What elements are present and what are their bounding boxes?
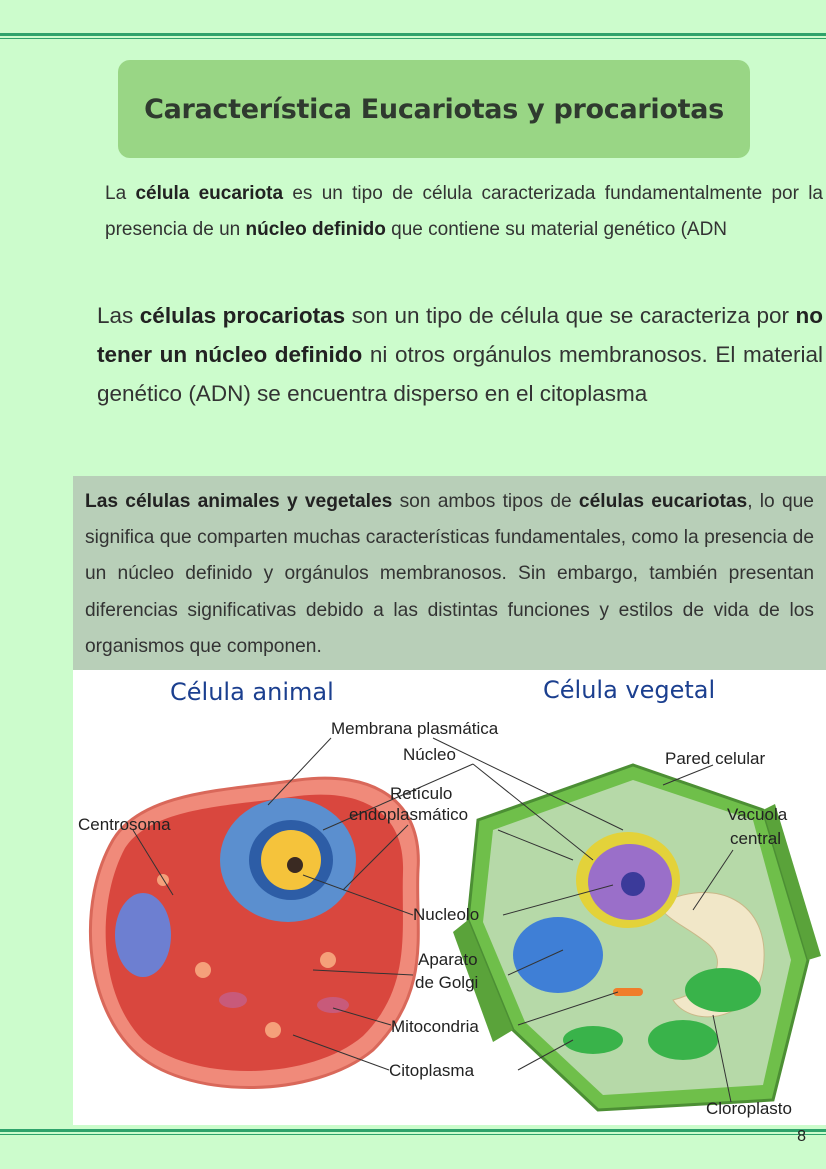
text-run: son un tipo de célula que se caracteriza por xyxy=(345,303,796,328)
bold-term: Las células animales y vegetales xyxy=(85,491,393,512)
text-run: Las xyxy=(97,303,140,328)
label-vacuola-2: central xyxy=(730,829,782,848)
label-reticulo-2: endoplasmático xyxy=(349,805,469,824)
label-golgi-2: de Golgi xyxy=(415,973,479,992)
bold-term: célula eucariota xyxy=(135,183,284,204)
page-number: 8 xyxy=(797,1128,806,1145)
prokaryote-paragraph xyxy=(97,296,823,413)
label-citoplasma: Citoplasma xyxy=(389,1061,475,1080)
bold-term: no tener un núcleo definido xyxy=(97,303,824,367)
animal-cell-title: Célula animal xyxy=(170,678,334,706)
plant-cell-title: Célula vegetal xyxy=(543,676,716,704)
label-vacuola-1: Vacuola xyxy=(727,805,788,824)
label-pared: Pared celular xyxy=(665,749,766,768)
label-cloroplasto: Cloroplasto xyxy=(706,1099,792,1118)
bold-term: células eucariotas xyxy=(578,491,748,512)
bold-term: células procariotas xyxy=(139,303,346,328)
text-run: son ambos tipos de xyxy=(392,491,579,512)
label-membrana: Membrana plasmática xyxy=(331,719,499,738)
top-rule xyxy=(0,33,826,39)
label-golgi-1: Aparato xyxy=(418,950,478,969)
bold-term: núcleo definido xyxy=(245,219,386,240)
text-run: es un tipo de célula caracterizada fundamentalmente por la presencia de un xyxy=(105,183,823,240)
text-run: que contiene su material genético (ADN xyxy=(385,219,728,240)
label-reticulo-1: Retículo xyxy=(390,784,453,803)
text-run: La xyxy=(105,183,136,204)
animal-plant-paragraph xyxy=(85,484,814,665)
title-box xyxy=(118,60,750,158)
text-run: , lo que significa que comparten muchas características fundamentales, como la presencia de un núcleo definido y orgánulos membranosos. Sin embargo, también presentan diferencias significativas debido a las distintas funciones y estilos de vida de los organismos que componen. xyxy=(85,491,814,657)
bottom-rule xyxy=(0,1129,826,1135)
cell-diagram xyxy=(73,670,826,1125)
animal-plant-box xyxy=(73,476,826,670)
page-title: Característica Eucariotas y procariotas xyxy=(144,93,724,125)
eukaryote-paragraph xyxy=(105,176,823,248)
label-nucleo: Núcleo xyxy=(403,745,456,764)
label-centrosoma: Centrosoma xyxy=(78,815,171,834)
cell-diagram-svg xyxy=(73,670,826,1125)
label-mitocondria: Mitocondria xyxy=(391,1017,479,1036)
text-run: ni otros orgánulos membranosos. El material genético (ADN) se encuentra disperso en el citoplasma xyxy=(97,342,823,406)
label-nucleolo: Nucleolo xyxy=(413,905,480,924)
